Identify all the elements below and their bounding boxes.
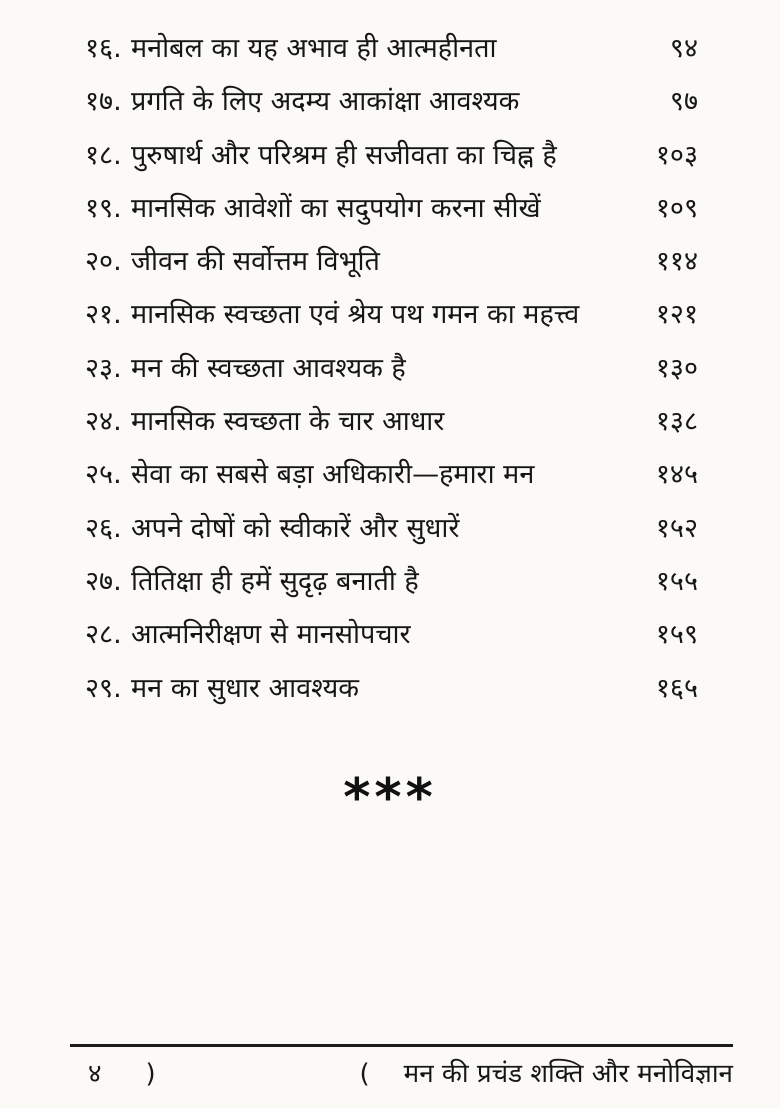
entry-title: जीवन की सर्वोत्तम विभूति <box>131 246 380 278</box>
entry-number: २६. <box>85 512 122 544</box>
entry-number: २०. <box>85 246 122 278</box>
footer-right <box>359 1054 733 1094</box>
entry-title: आत्मनिरीक्षण से मानसोपचार <box>131 619 411 651</box>
toc-entry <box>85 555 698 608</box>
entry-page-number: १५९ <box>655 619 698 651</box>
entry-title: सेवा का सबसे बड़ा अधिकारी—हमारा मन <box>131 459 535 491</box>
footer-open-paren: ( <box>359 1059 370 1089</box>
footer-left <box>70 1054 156 1094</box>
toc-entry <box>85 288 698 341</box>
toc-entry <box>85 502 698 555</box>
toc-entry <box>85 22 698 75</box>
entry-page-number: ९७ <box>669 86 698 118</box>
entry-number: १६. <box>85 33 122 64</box>
entry-page-number: १६५ <box>655 672 698 704</box>
footer-divider <box>70 1044 733 1047</box>
entry-page-number: १२१ <box>655 299 698 331</box>
entry-page-number: १०९ <box>655 192 698 224</box>
entry-title: अपने दोषों को स्वीकारें और सुधारें <box>131 512 460 544</box>
toc-entry <box>85 342 698 395</box>
toc-entry <box>85 182 698 235</box>
entry-title: पुरुषार्थ और परिश्रम ही सजीवता का चिह्न है <box>131 139 557 171</box>
page-footer <box>70 1054 733 1094</box>
toc-entry <box>85 608 698 661</box>
entry-number: १७. <box>85 86 122 118</box>
toc-entry <box>85 129 698 182</box>
footer-book-title: मन की प्रचंड शक्ति और मनोविज्ञान <box>403 1059 733 1089</box>
entry-page-number: ९४ <box>669 33 698 64</box>
entry-title: मानसिक स्वच्छता एवं श्रेय पथ गमन का महत्त्व <box>131 299 580 331</box>
entry-number: २३. <box>85 352 122 384</box>
toc-entry <box>85 75 698 128</box>
table-of-contents <box>85 22 698 715</box>
footer-page-number: ४ <box>88 1059 102 1089</box>
toc-entry <box>85 448 698 501</box>
entry-title: प्रगति के लिए अदम्य आकांक्षा आवश्यक <box>131 86 520 118</box>
entry-number: २४. <box>85 406 122 438</box>
entry-title: मन की स्वच्छता आवश्यक है <box>131 352 406 384</box>
entry-title: मन का सुधार आवश्यक <box>131 672 359 704</box>
entry-number: २८. <box>85 619 122 651</box>
footer-close-paren: ) <box>145 1059 156 1089</box>
entry-page-number: ११४ <box>655 246 698 278</box>
entry-title: तितिक्षा ही हमें सुदृढ़ बनाती है <box>131 565 419 597</box>
toc-entry <box>85 662 698 715</box>
entry-page-number: १४५ <box>655 459 698 491</box>
entry-number: २७. <box>85 565 122 597</box>
entry-number: १९. <box>85 192 122 224</box>
entry-title: मनोबल का यह अभाव ही आत्महीनता <box>131 33 497 64</box>
entry-number: १८. <box>85 139 122 171</box>
entry-number: २९. <box>85 672 122 704</box>
entry-number: २५. <box>85 459 122 491</box>
entry-title: मानसिक स्वच्छता के चार आधार <box>131 406 445 438</box>
entry-page-number: १५५ <box>655 565 698 597</box>
entry-number: २१. <box>85 299 122 331</box>
entry-page-number: १०३ <box>655 139 698 171</box>
section-end-asterisks: *** <box>343 768 437 828</box>
toc-entry <box>85 395 698 448</box>
toc-entry <box>85 235 698 288</box>
entry-page-number: १३० <box>655 352 698 384</box>
entry-title: मानसिक आवेशों का सदुपयोग करना सीखें <box>131 192 541 224</box>
entry-page-number: १५२ <box>655 512 698 544</box>
entry-page-number: १३८ <box>655 406 698 438</box>
